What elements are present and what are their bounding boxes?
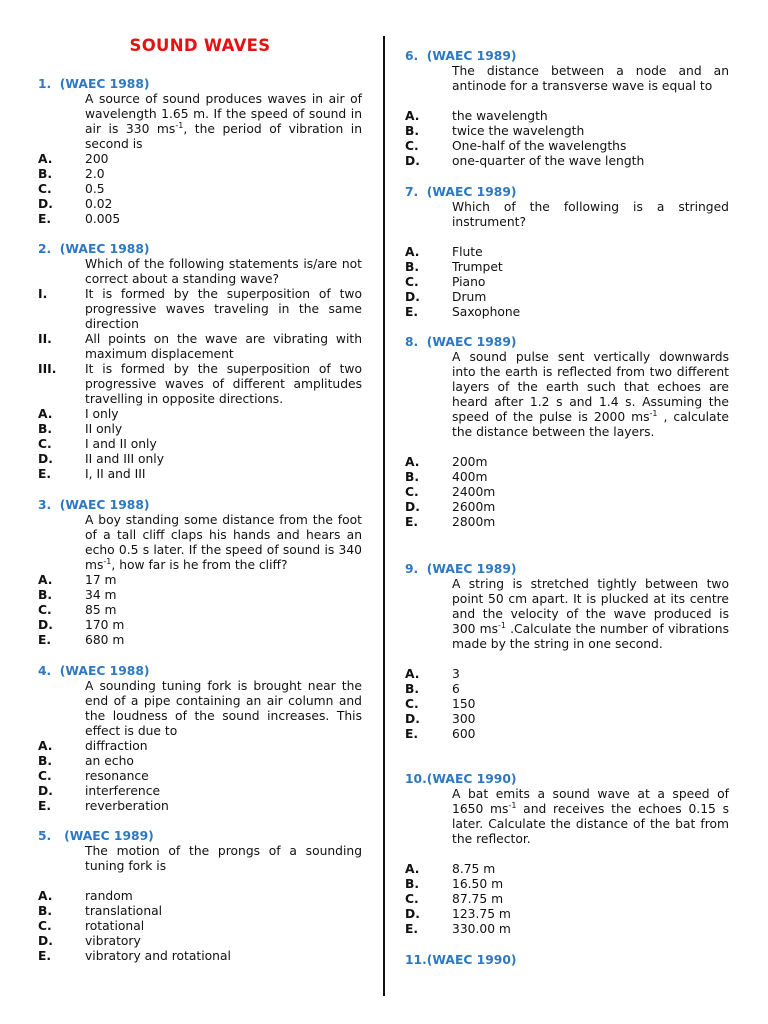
spacer <box>405 652 729 667</box>
spacer <box>38 874 362 889</box>
option-text: 2600m <box>452 500 496 514</box>
statement-text: It is formed by the superposition of two progressive waves of different amplitudes travelling in opposite directions. <box>85 362 362 406</box>
option-letter: B. <box>405 877 420 891</box>
answer-option[interactable] <box>405 260 729 275</box>
option-letter: C. <box>405 275 419 289</box>
statement-item <box>38 332 362 362</box>
option-text: 2400m <box>452 485 496 499</box>
answer-option[interactable] <box>38 889 362 904</box>
question-heading <box>405 953 729 968</box>
statement-text: It is formed by the superposition of two progressive waves traveling in the same direction <box>85 287 362 331</box>
option-text: 400m <box>452 470 488 484</box>
question-number: 7. <box>405 185 419 199</box>
option-letter: A. <box>38 739 53 753</box>
spacer <box>405 94 729 109</box>
option-text: 123.75 m <box>452 907 511 921</box>
option-letter: E. <box>38 633 52 647</box>
option-letter: C. <box>405 697 419 711</box>
question-9 <box>405 562 729 742</box>
answer-option[interactable] <box>405 877 729 892</box>
option-text: 200m <box>452 455 488 469</box>
answer-option[interactable] <box>405 154 729 169</box>
option-letter: C. <box>38 919 52 933</box>
option-text: 3 <box>452 667 460 681</box>
answer-option[interactable] <box>38 437 362 452</box>
question-number: 10. <box>405 772 427 786</box>
answer-option[interactable] <box>38 197 362 212</box>
question-source: (WAEC 1989) <box>418 335 517 349</box>
option-letter: C. <box>38 603 52 617</box>
statement-label: I. <box>38 287 48 301</box>
spacer <box>405 230 729 245</box>
answer-option[interactable] <box>38 467 362 482</box>
question-source: (WAEC 1988) <box>51 242 150 256</box>
option-letter: E. <box>38 949 52 963</box>
option-letter: B. <box>38 422 53 436</box>
option-letter: A. <box>405 109 420 123</box>
option-text: vibratory <box>85 934 141 948</box>
option-letter: A. <box>405 862 420 876</box>
statement-text: All points on the wave are vibrating with maximum displacement <box>85 332 362 361</box>
option-letter: C. <box>38 437 52 451</box>
spacer <box>405 440 729 455</box>
answer-option[interactable] <box>38 769 362 784</box>
option-letter: B. <box>38 754 53 768</box>
question-source: (WAEC 1988) <box>51 664 150 678</box>
option-text: 0.02 <box>85 197 113 211</box>
question-2 <box>38 242 362 482</box>
statement-item <box>38 287 362 332</box>
question-heading <box>38 242 362 257</box>
spacer <box>405 847 729 862</box>
option-text: 150 <box>452 697 476 711</box>
question-stem: Which of the following statements is/are not correct about a standing wave? <box>85 257 362 286</box>
option-text: Piano <box>452 275 486 289</box>
question-stem: A sounding tuning fork is brought near the end of a pipe containing an air column and the loudness of the sound increases. This effect is due to <box>85 679 362 738</box>
option-letter: C. <box>38 182 52 196</box>
option-letter: D. <box>38 618 53 632</box>
answer-option[interactable] <box>38 588 362 603</box>
question-stem: A string is stretched tightly between two point 50 cm apart. It is plucked at its centre and the velocity of the wave produced is 300 $ms^{-1}$ .Calculate the number of vibrations made by the string in one second. <box>452 577 729 651</box>
answer-option[interactable] <box>405 305 729 320</box>
option-letter: B. <box>405 682 420 696</box>
option-letter: A. <box>38 889 53 903</box>
option-letter: D. <box>405 154 420 168</box>
option-text: I, II and III <box>85 467 146 481</box>
answer-option[interactable] <box>405 485 729 500</box>
question-source: (WAEC 1989) <box>418 49 517 63</box>
question-7 <box>405 185 729 320</box>
question-source: (WAEC 1989) <box>418 185 517 199</box>
question-heading <box>405 335 729 350</box>
option-letter: A. <box>38 152 53 166</box>
statement-label: III. <box>38 362 57 376</box>
answer-option[interactable] <box>405 667 729 682</box>
option-text: the wavelength <box>452 109 548 123</box>
question-heading <box>38 498 362 513</box>
answer-option[interactable] <box>38 212 362 227</box>
option-text: random <box>85 889 133 903</box>
option-letter: D. <box>405 907 420 921</box>
question-heading <box>405 562 729 577</box>
question-heading <box>38 664 362 679</box>
statement-label: II. <box>38 332 52 346</box>
option-letter: D. <box>38 452 53 466</box>
answer-option[interactable] <box>405 139 729 154</box>
option-letter: B. <box>405 124 420 138</box>
question-5 <box>38 829 362 964</box>
question-heading <box>38 77 362 92</box>
option-letter: E. <box>38 799 52 813</box>
answer-option[interactable] <box>38 167 362 182</box>
option-letter: D. <box>38 934 53 948</box>
option-text: I only <box>85 407 119 421</box>
question-1 <box>38 77 362 227</box>
option-text: diffraction <box>85 739 148 753</box>
answer-option[interactable] <box>38 754 362 769</box>
answer-option[interactable] <box>38 152 362 167</box>
option-letter: C. <box>405 139 419 153</box>
option-text: 680 m <box>85 633 125 647</box>
answer-option[interactable] <box>38 633 362 648</box>
answer-option[interactable] <box>405 907 729 922</box>
page-title: SOUND WAVES <box>129 36 271 55</box>
option-text: 300 <box>452 712 476 726</box>
answer-option[interactable] <box>405 124 729 139</box>
question-source: (WAEC 1989) <box>51 829 154 843</box>
option-text: one-quarter of the wave length <box>452 154 645 168</box>
answer-option[interactable] <box>38 407 362 422</box>
option-text: II only <box>85 422 123 436</box>
statement-item <box>38 362 362 407</box>
answer-option[interactable] <box>405 862 729 877</box>
option-letter: A. <box>405 455 420 469</box>
question-11 <box>405 953 729 968</box>
answer-option[interactable] <box>38 919 362 934</box>
option-text: reverberation <box>85 799 169 813</box>
answer-option[interactable] <box>405 712 729 727</box>
question-3 <box>38 498 362 648</box>
option-text: 34 m <box>85 588 117 602</box>
option-text: 200 <box>85 152 109 166</box>
answer-option[interactable] <box>405 727 729 742</box>
option-text: 87.75 m <box>452 892 504 906</box>
question-stem: A boy standing some distance from the foot of a tall cliff claps his hands and hears an echo 0.5 s later. If the speed of sound is 340 $ms^{-1}$, how far is he from the cliff? <box>85 513 362 572</box>
question-stem: The distance between a node and an antinode for a transverse wave is equal to <box>452 64 729 93</box>
question-4 <box>38 664 362 814</box>
option-letter: D. <box>405 290 420 304</box>
question-stem: The motion of the prongs of a sounding tuning fork is <box>85 844 362 873</box>
option-text: 2.0 <box>85 167 105 181</box>
column-divider <box>383 36 385 996</box>
option-text: 8.75 m <box>452 862 496 876</box>
answer-option[interactable] <box>38 904 362 919</box>
question-heading <box>405 49 729 64</box>
option-text: II and III only <box>85 452 165 466</box>
option-letter: E. <box>405 727 419 741</box>
answer-option[interactable] <box>38 739 362 754</box>
question-number: 1. <box>38 77 52 91</box>
answer-option[interactable] <box>38 799 362 814</box>
question-source: (WAEC 1989) <box>418 562 517 576</box>
option-letter: C. <box>405 485 419 499</box>
answer-option[interactable] <box>38 934 362 949</box>
option-letter: D. <box>38 784 53 798</box>
option-text: Saxophone <box>452 305 521 319</box>
question-source: (WAEC 1990) <box>426 772 517 786</box>
option-text: 600 <box>452 727 476 741</box>
option-text: 170 m <box>85 618 125 632</box>
option-letter: B. <box>38 167 53 181</box>
answer-option[interactable] <box>405 697 729 712</box>
option-text: One-half of the wavelengths <box>452 139 627 153</box>
answer-option[interactable] <box>405 245 729 260</box>
answer-option[interactable] <box>405 500 729 515</box>
option-text: vibratory and rotational <box>85 949 231 963</box>
answer-option[interactable] <box>38 603 362 618</box>
option-text: twice the wavelength <box>452 124 585 138</box>
question-source: (WAEC 1988) <box>51 498 150 512</box>
option-letter: E. <box>38 212 52 226</box>
answer-option[interactable] <box>405 275 729 290</box>
answer-option[interactable] <box>38 618 362 633</box>
option-text: rotational <box>85 919 145 933</box>
answer-option[interactable] <box>405 892 729 907</box>
option-letter: B. <box>38 904 53 918</box>
answer-option[interactable] <box>405 455 729 470</box>
question-source: (WAEC 1988) <box>51 77 150 91</box>
question-stem: Which of the following is a stringed instrument? <box>452 200 729 229</box>
question-heading <box>405 185 729 200</box>
question-heading <box>405 772 729 787</box>
answer-option[interactable] <box>405 922 729 937</box>
option-text: interference <box>85 784 161 798</box>
option-text: 6 <box>452 682 460 696</box>
option-letter: E. <box>405 922 419 936</box>
question-stem: A source of sound produces waves in air of wavelength 1.65 m. If the speed of sound in air is 330 $ms^{-1}$, the period of vibration in second is <box>85 92 363 151</box>
option-letter: E. <box>405 515 419 529</box>
answer-option[interactable] <box>405 470 729 485</box>
question-heading <box>38 829 362 844</box>
option-letter: A. <box>405 667 420 681</box>
question-number: 9. <box>405 562 419 576</box>
answer-option[interactable] <box>405 290 729 305</box>
answer-option[interactable] <box>38 949 362 964</box>
option-text: Trumpet <box>452 260 503 274</box>
option-text: Drum <box>452 290 487 304</box>
option-letter: B. <box>405 470 420 484</box>
answer-option[interactable] <box>405 109 729 124</box>
option-text: 0.5 <box>85 182 105 196</box>
option-text: 2800m <box>452 515 496 529</box>
option-letter: D. <box>405 712 420 726</box>
question-number: 11. <box>405 953 427 967</box>
option-letter: C. <box>38 769 52 783</box>
option-text: 330.00 m <box>452 922 511 936</box>
option-letter: A. <box>38 407 53 421</box>
question-number: 8. <box>405 335 419 349</box>
question-number: 3. <box>38 498 52 512</box>
question-source: (WAEC 1990) <box>426 953 517 967</box>
question-stem: A sound pulse sent vertically downwards into the earth is reflected from two different layers of the earth such that echoes are heard after 1.2 s and 1.4 s. Assuming the speed of the pulse is 2000 $ms^{-1}$ , calculate the distance between the layers. <box>452 350 729 439</box>
option-text: an echo <box>85 754 134 768</box>
question-number: 2. <box>38 242 52 256</box>
answer-option[interactable] <box>405 682 729 697</box>
answer-option[interactable] <box>38 784 362 799</box>
option-letter: A. <box>38 573 53 587</box>
option-letter: E. <box>405 305 419 319</box>
answer-option[interactable] <box>38 573 362 588</box>
question-stem: A bat emits a sound wave at a speed of 1650 $ms^{-1}$ and receives the echoes 0.15 s later. Calculate the distance of the bat from the reflector. <box>452 787 729 846</box>
question-8 <box>405 335 729 530</box>
option-text: 16.50 m <box>452 877 504 891</box>
option-letter: A. <box>405 245 420 259</box>
option-letter: D. <box>38 197 53 211</box>
answer-option[interactable] <box>405 515 729 530</box>
answer-option[interactable] <box>38 422 362 437</box>
option-letter: B. <box>38 588 53 602</box>
question-number: 6. <box>405 49 419 63</box>
option-text: translational <box>85 904 163 918</box>
question-10 <box>405 772 729 937</box>
option-text: 17 m <box>85 573 117 587</box>
option-letter: B. <box>405 260 420 274</box>
question-6 <box>405 49 729 169</box>
option-text: resonance <box>85 769 149 783</box>
question-number: 4. <box>38 664 52 678</box>
question-number: 5. <box>38 829 52 843</box>
answer-option[interactable] <box>38 182 362 197</box>
option-text: I and II only <box>85 437 157 451</box>
option-letter: C. <box>405 892 419 906</box>
option-text: 0.005 <box>85 212 121 226</box>
answer-option[interactable] <box>38 452 362 467</box>
option-letter: D. <box>405 500 420 514</box>
option-text: Flute <box>452 245 483 259</box>
option-letter: E. <box>38 467 52 481</box>
option-text: 85 m <box>85 603 117 617</box>
